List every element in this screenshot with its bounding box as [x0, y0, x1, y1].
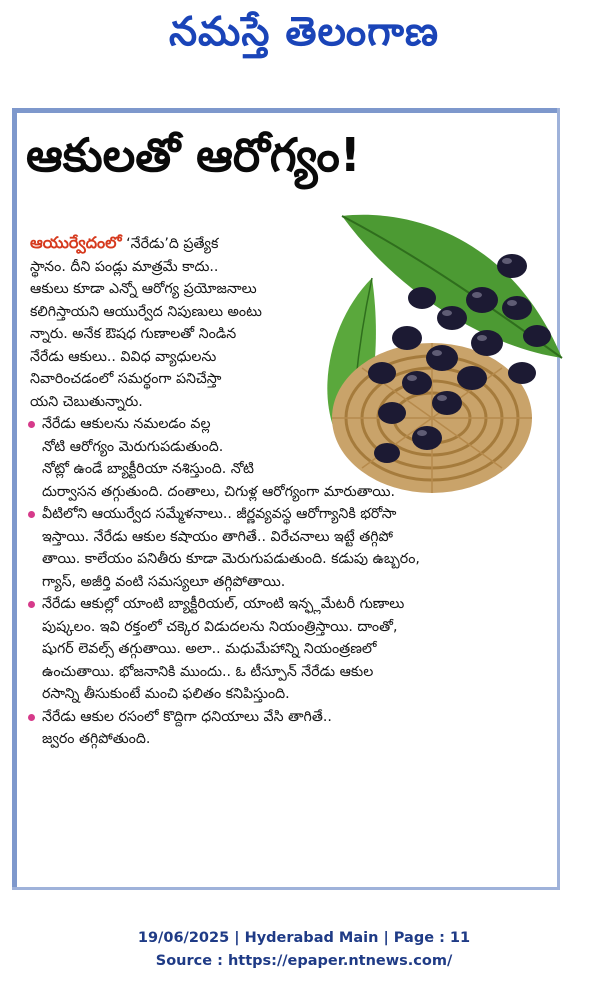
bullet-icon	[28, 714, 35, 721]
bullet-line: ఉంచుతాయి. భోజనానికి ముందు.. ఓ టీస్పూన్ నేరేడు ఆకుల	[42, 663, 374, 680]
bullet-line: నేరేడు ఆకుల రసంలో కొద్దిగా ధనియాలు వేసి తాగితే..	[30, 706, 535, 729]
lead-word: ఆయుర్వేదంలో	[30, 233, 122, 252]
intro-line: యని చెబుతున్నారు.	[30, 393, 143, 410]
bullet-line: నోటి ఆరోగ్యం మెరుగుపడుతుంది.	[42, 438, 224, 455]
intro-line: ఆకులు కూడా ఎన్నో ఆరోగ్య ప్రయోజనాలు	[30, 281, 257, 297]
bullet-line: రసాన్ని తీసుకుంటే మంచి ఫలితం కనిపిస్తుంది.	[42, 686, 290, 702]
bullet-item	[30, 503, 535, 593]
bullet-item	[30, 413, 535, 503]
bullet-line: ఇస్తాయి. నేరేడు ఆకుల కషాయం తాగితే.. విరేచనాలు ఇట్టే తగ్గిపో	[42, 528, 393, 545]
bullet-line: వీటిలోని ఆయుర్వేద సమ్మేళనాలు.. జీర్ణవ్యవస్థ ఆరోగ్యానికి భరోసా	[30, 503, 535, 526]
bullet-line: పుష్కలం. ఇవి రక్తంలో చక్కెర విడుదలను నియంత్రిస్తాయి. దాంతో,	[42, 618, 398, 635]
article-body	[30, 232, 535, 751]
bullet-line: తాయి. కాలేయం పనితీరు కూడా మెరుగుపడుతుంది. కడుపు ఉబ్బరం,	[42, 551, 420, 567]
intro-line: కలిగిస్తాయని ఆయుర్వేద నిపుణులు అంటు	[30, 303, 262, 320]
bullet-line: దుర్వాసన తగ్గుతుంది. దంతాలు, చిగుళ్ల ఆరోగ్యంగా మారుతాయి.	[42, 483, 395, 500]
footer-date-edition: 19/06/2025 | Hyderabad Main | Page : 11	[137, 930, 471, 946]
intro-line: నేరేడు ఆకులు.. వివిధ వ్యాధులను	[30, 348, 217, 365]
article-headline: ఆకులతో ఆరోగ్యం!	[26, 128, 361, 182]
intro-line: ఆయుర్వేదంలో ‘నేరేడు’ది ప్రత్యేక	[30, 233, 219, 252]
frame-border-left	[12, 108, 17, 890]
intro-line: న్నారు. అనేక ఔషధ గుణాలతో నిండిన	[30, 326, 237, 342]
frame-border-bottom	[12, 887, 560, 890]
bullet-line: నేరేడు ఆకుల్లో యాంటి బ్యాక్టీరియల్, యాంటి ఇన్ఫ్లమేటరీ గుణాలు	[30, 593, 535, 616]
bullet-line: జ్వరం తగ్గిపోతుంది.	[42, 731, 151, 747]
intro-line: స్థానం. దీని పండ్లు మాత్రమే కాదు..	[30, 258, 219, 275]
intro-line: నివారించడంలో సమర్థంగా పనిచేస్తా	[30, 371, 222, 387]
bullet-line: నోట్లో ఉండే బ్యాక్టీరియా నశిస్తుంది. నోటి	[42, 461, 255, 477]
newspaper-masthead: నమస్తే తెలంగాణ	[168, 8, 440, 55]
bullet-icon	[28, 601, 35, 608]
bullet-line: నేరేడు ఆకులను నమలడం వల్ల	[30, 413, 535, 436]
bullet-item	[30, 593, 535, 706]
bullet-icon	[28, 511, 35, 518]
bullet-line: షుగర్ లెవల్స్ తగ్గుతాయి. అలా.. మధుమేహాన్ని నియంత్రణలో	[42, 641, 377, 657]
bullet-icon	[28, 421, 35, 428]
bullet-line: గ్యాస్, అజీర్తి వంటి సమస్యలూ తగ్గిపోతాయి.	[42, 573, 286, 590]
bullet-item	[30, 706, 535, 751]
frame-border-top	[12, 108, 560, 113]
footer-source: Source : https://epaper.ntnews.com/	[155, 953, 453, 969]
